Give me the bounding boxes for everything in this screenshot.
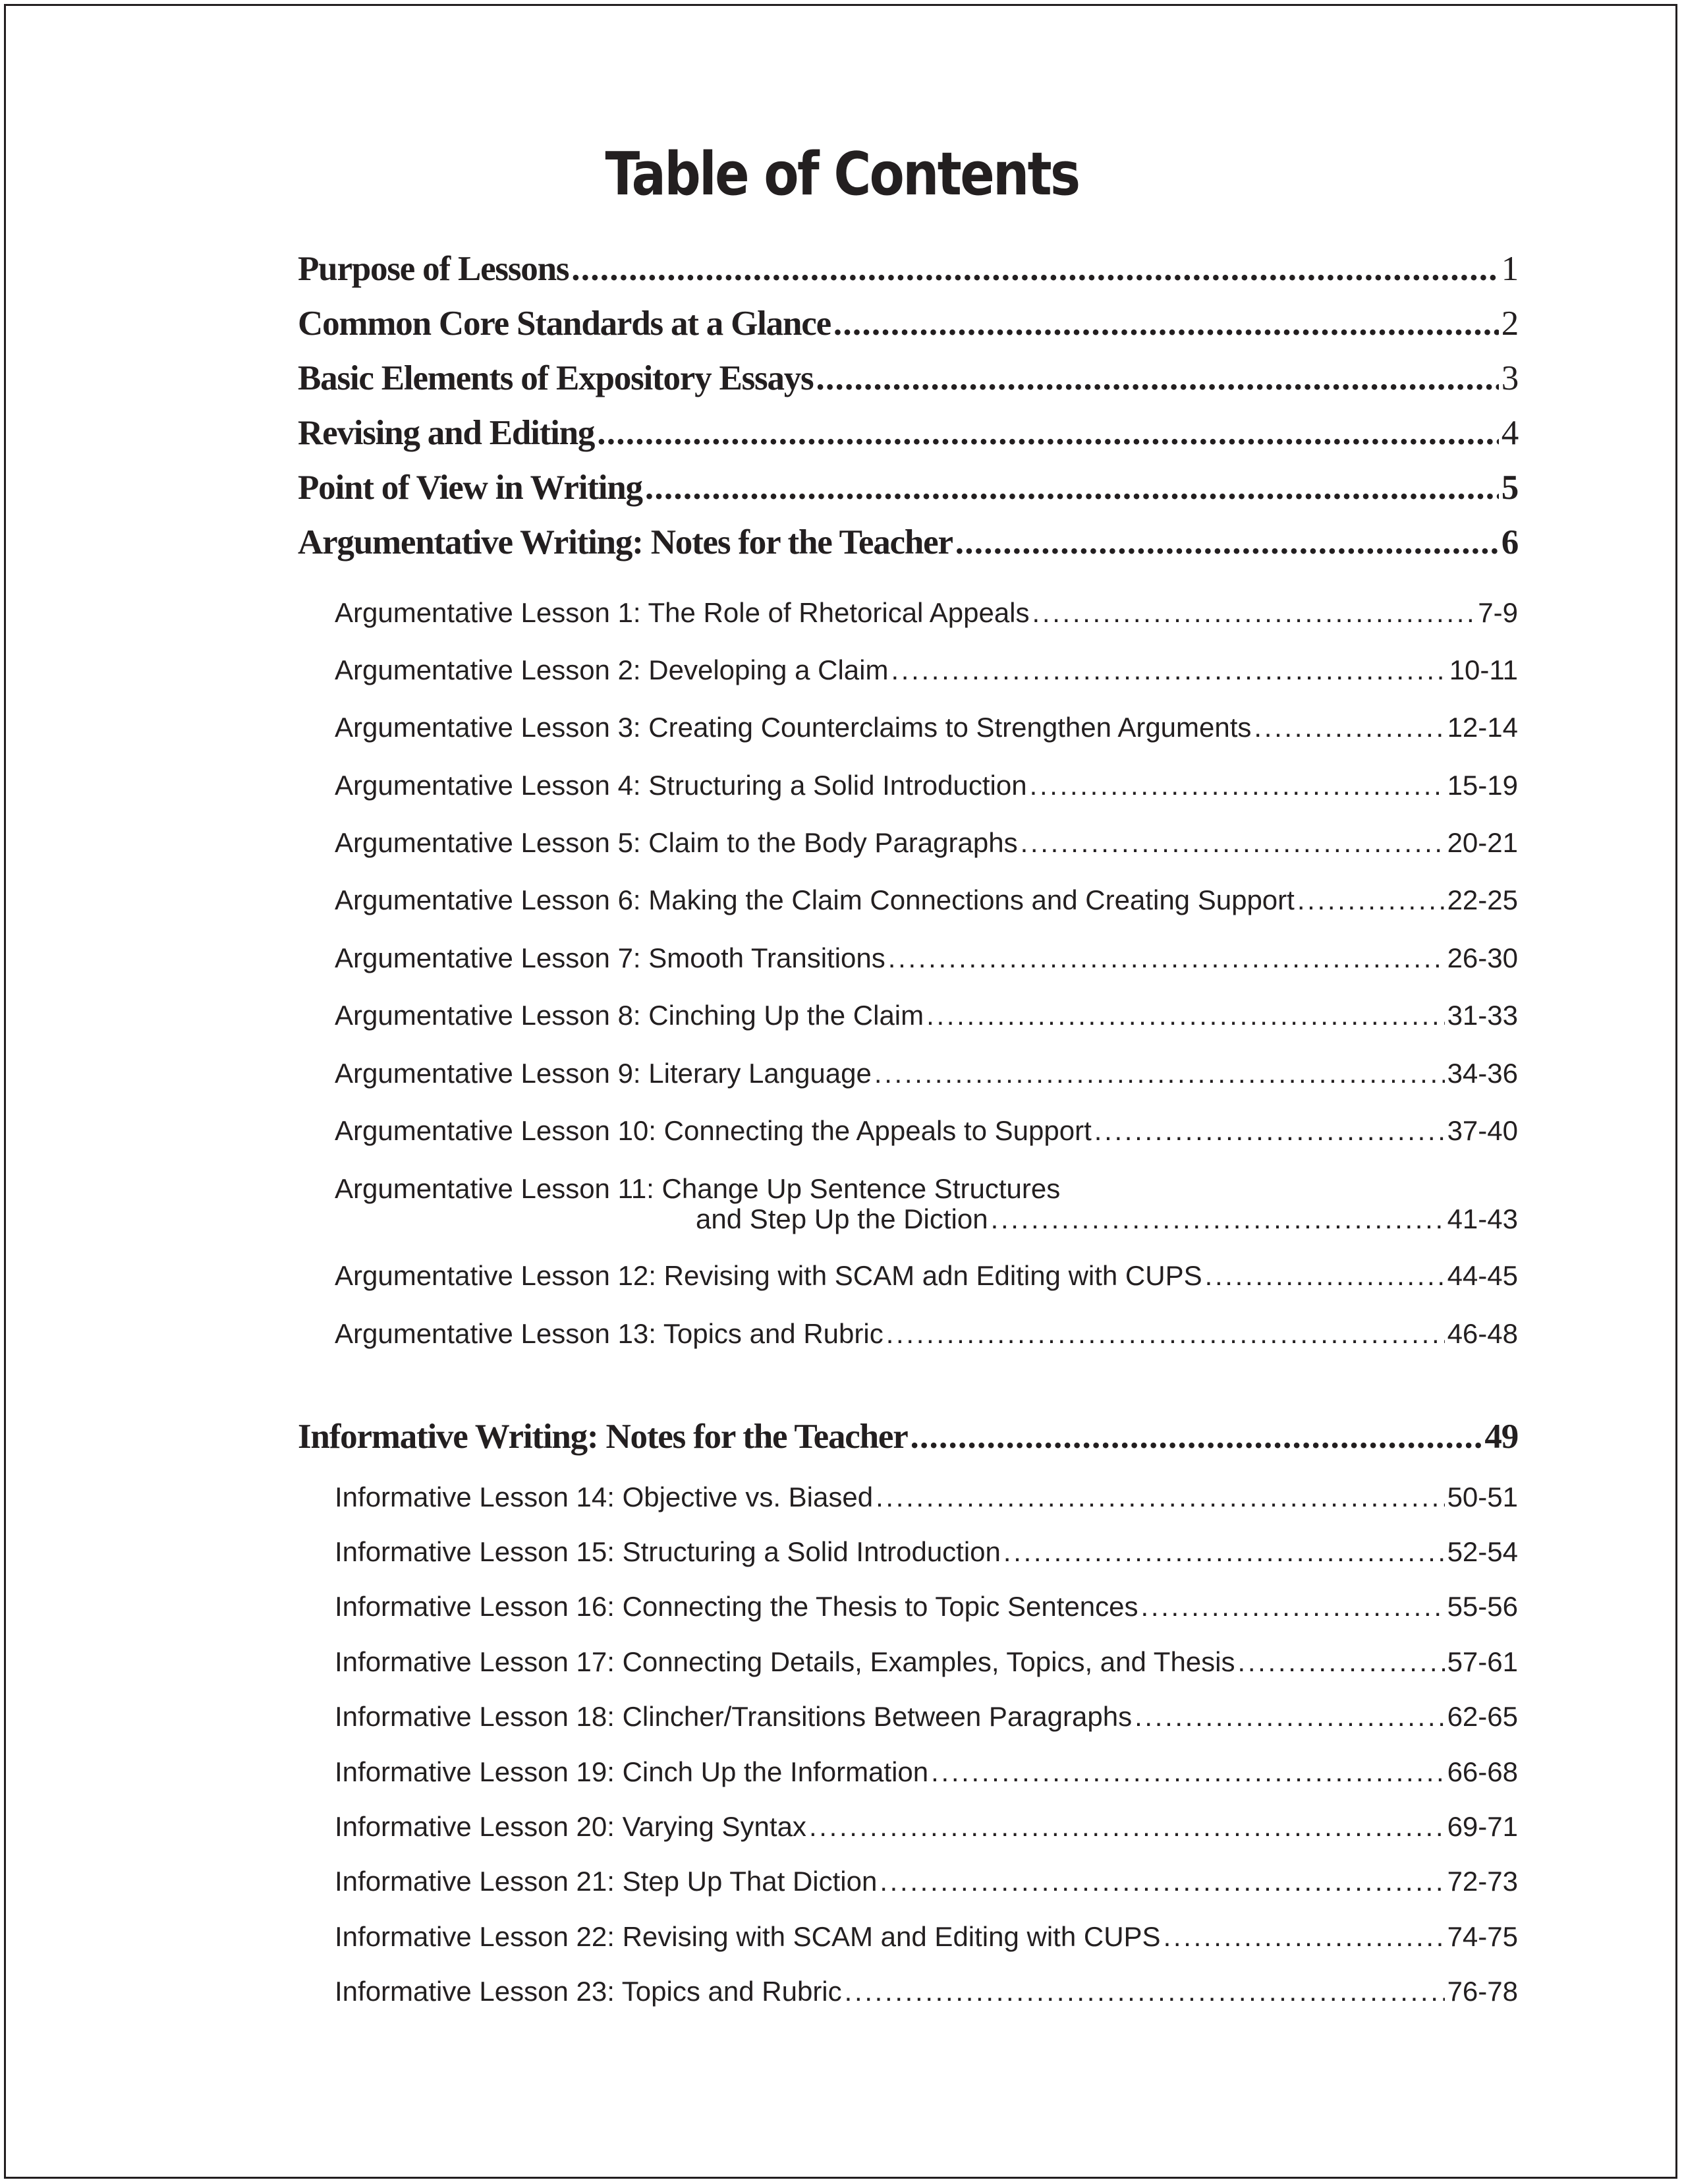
toc-entry-text: Informative Lesson 19: Cinch Up the Information [335, 1756, 929, 1787]
toc-entry-text: Informative Lesson 16: Connecting the Thesis to Topic Sentences [335, 1591, 1138, 1622]
toc-entry-text: Informative Writing: Notes for the Teacher [298, 1418, 908, 1456]
toc-lesson-argumentative-3[interactable] [335, 712, 1518, 743]
toc-lesson-argumentative-4[interactable] [335, 770, 1518, 801]
toc-entry-text: Informative Lesson 21: Step Up That Diction [335, 1866, 878, 1897]
toc-entry-text: Purpose of Lessons [298, 250, 569, 288]
toc-entry-text: Argumentative Lesson 3: Creating Counterclaims to Strengthen Arguments [335, 712, 1252, 743]
dot-leader [1164, 1921, 1445, 1953]
toc-entry-page: 46-48 [1447, 1318, 1518, 1349]
toc-entry-page: 72-73 [1447, 1866, 1518, 1897]
toc-lesson-informative-14[interactable] [335, 1481, 1518, 1513]
toc-entry-text: Revising and Editing [298, 414, 595, 452]
toc-entry-text: Argumentative Lesson 6: Making the Claim Connections and Creating Support [335, 884, 1295, 915]
toc-lesson-informative-19[interactable] [335, 1756, 1518, 1788]
toc-entry-text: Informative Lesson 14: Objective vs. Biased [335, 1481, 874, 1512]
toc-entry-basic-elements[interactable] [298, 359, 1518, 398]
toc-lesson-argumentative-9[interactable] [335, 1058, 1518, 1089]
toc-entry-page: 69-71 [1447, 1811, 1518, 1842]
dot-leader [1032, 597, 1476, 629]
toc-entry-page: 2 [1501, 304, 1518, 343]
dot-leader [571, 249, 1498, 289]
toc-lesson-argumentative-5[interactable] [335, 827, 1518, 859]
dot-leader [845, 1976, 1445, 2007]
toc-entry-text: Informative Lesson 18: Clincher/Transitions Between Paragraphs [335, 1701, 1133, 1732]
dot-leader [926, 1000, 1444, 1031]
toc-entry-text: Informative Lesson 15: Structuring a Solid Introduction [335, 1536, 1001, 1567]
toc-entry-text: Informative Lesson 22: Revising with SCAM and Editing with CUPS [335, 1921, 1161, 1952]
toc-entry-common-core-standards[interactable] [298, 304, 1518, 343]
toc-entry-page: 57-61 [1447, 1646, 1518, 1677]
toc-entry-page: 4 [1501, 414, 1518, 452]
toc-entry-text: and Step Up the Diction [696, 1203, 988, 1234]
toc-lesson-informative-21[interactable] [335, 1866, 1518, 1897]
toc-lesson-informative-23[interactable] [335, 1976, 1518, 2007]
toc-entry-argumentative-notes[interactable] [298, 523, 1518, 562]
dot-leader [645, 468, 1499, 507]
toc-entry-page: 41-43 [1447, 1203, 1518, 1234]
toc-entry-text: Argumentative Writing: Notes for the Teacher [298, 523, 953, 561]
toc-entry-page: 55-56 [1447, 1591, 1518, 1622]
dot-leader [1238, 1646, 1445, 1678]
toc-entry-page: 62-65 [1447, 1701, 1518, 1732]
toc-entry-page: 44-45 [1447, 1260, 1518, 1291]
toc-entry-text: Argumentative Lesson 1: The Role of Rhetorical Appeals [335, 597, 1030, 628]
page-title: Table of Contents [605, 140, 1079, 209]
toc-entry-point-of-view[interactable] [298, 468, 1518, 507]
dot-leader [816, 359, 1498, 398]
toc-entry-text: Common Core Standards at a Glance [298, 304, 831, 343]
dot-leader [876, 1481, 1445, 1513]
toc-entry-text: Argumentative Lesson 2: Developing a Claim [335, 654, 889, 685]
toc-entry-purpose-of-lessons[interactable] [298, 249, 1518, 289]
toc-entry-text: Argumentative Lesson 8: Cinching Up the Claim [335, 1000, 924, 1031]
dot-leader [1135, 1701, 1445, 1733]
toc-entry-page: 34-36 [1447, 1058, 1518, 1089]
toc-entry-page: 66-68 [1447, 1756, 1518, 1787]
toc-entry-text: Informative Lesson 17: Connecting Details, Examples, Topics, and Thesis [335, 1646, 1235, 1677]
dot-leader [1030, 770, 1445, 801]
dot-leader [874, 1058, 1445, 1089]
toc-entry-page: 74-75 [1447, 1921, 1518, 1952]
dot-leader [1003, 1536, 1445, 1568]
toc-entry-text: Argumentative Lesson 5: Claim to the Body Paragraphs [335, 827, 1018, 858]
toc-entry-text: Argumentative Lesson 4: Structuring a Solid Introduction [335, 770, 1027, 801]
dot-leader [1141, 1591, 1445, 1623]
dot-leader [1205, 1260, 1445, 1292]
toc-entry-page: 5 [1501, 469, 1518, 507]
toc-entry-page: 7-9 [1478, 597, 1518, 628]
toc-lesson-argumentative-11-line1[interactable]: Argumentative Lesson 11: Change Up Sentence Structures [335, 1173, 1061, 1204]
toc-entry-text: Argumentative Lesson 13: Topics and Rubric [335, 1318, 884, 1349]
toc-lesson-argumentative-1[interactable] [335, 597, 1518, 629]
toc-entry-page: 52-54 [1447, 1536, 1518, 1567]
toc-entry-text: Point of View in Writing [298, 469, 642, 507]
dot-leader [809, 1811, 1445, 1843]
toc-lesson-informative-20[interactable] [335, 1811, 1518, 1843]
toc-lesson-argumentative-6[interactable] [335, 884, 1518, 916]
dot-leader [955, 523, 1499, 562]
dot-leader [911, 1417, 1482, 1456]
toc-entry-text: Argumentative Lesson 7: Smooth Transitions [335, 942, 885, 973]
toc-entry-page: 50-51 [1447, 1481, 1518, 1512]
dot-leader [891, 654, 1446, 686]
toc-lesson-argumentative-2[interactable] [335, 654, 1518, 686]
toc-lesson-argumentative-7[interactable] [335, 942, 1518, 974]
dot-leader [991, 1203, 1445, 1235]
toc-lesson-argumentative-13[interactable] [335, 1318, 1518, 1350]
toc-lesson-informative-22[interactable] [335, 1921, 1518, 1953]
toc-entry-page: 76-78 [1447, 1976, 1518, 2007]
toc-entry-page: 10-11 [1449, 654, 1518, 685]
dot-leader [1297, 884, 1445, 916]
dot-leader [880, 1866, 1444, 1897]
dot-leader [931, 1756, 1444, 1788]
dot-leader [597, 413, 1498, 453]
toc-entry-text: Informative Lesson 20: Varying Syntax [335, 1811, 806, 1842]
toc-lesson-informative-17[interactable] [335, 1646, 1518, 1678]
toc-entry-page: 15-19 [1447, 770, 1518, 801]
toc-lesson-argumentative-8[interactable] [335, 1000, 1518, 1031]
toc-entry-page: 49 [1484, 1418, 1518, 1456]
toc-entry-page: 1 [1501, 250, 1518, 288]
toc-entry-text: Informative Lesson 23: Topics and Rubric [335, 1976, 842, 2007]
toc-entry-page: 12-14 [1447, 712, 1518, 743]
toc-lesson-informative-16[interactable] [335, 1591, 1518, 1623]
toc-entry-revising-and-editing[interactable] [298, 413, 1518, 453]
toc-lesson-informative-18[interactable] [335, 1701, 1518, 1733]
toc-entry-page: 6 [1501, 523, 1518, 561]
toc-entry-text: Basic Elements of Expository Essays [298, 359, 814, 397]
toc-entry-text: Argumentative Lesson 9: Literary Language [335, 1058, 872, 1089]
toc-entry-text: Argumentative Lesson 12: Revising with SCAM adn Editing with CUPS [335, 1260, 1202, 1291]
toc-entry-informative-notes[interactable] [298, 1417, 1518, 1456]
toc-entry-page: 37-40 [1447, 1115, 1518, 1146]
toc-entry-page: 20-21 [1447, 827, 1518, 858]
dot-leader [1094, 1115, 1445, 1147]
toc-entry-page: 3 [1501, 359, 1518, 397]
dot-leader [886, 1318, 1445, 1350]
dot-leader [888, 942, 1445, 974]
toc-entry-page: 26-30 [1447, 942, 1518, 973]
dot-leader [833, 304, 1499, 343]
toc-lesson-argumentative-11-line2[interactable] [696, 1203, 1518, 1235]
dot-leader [1254, 712, 1444, 743]
toc-lesson-argumentative-12[interactable] [335, 1260, 1518, 1292]
toc-lesson-informative-15[interactable] [335, 1536, 1518, 1568]
toc-entry-page: 31-33 [1447, 1000, 1518, 1031]
toc-lesson-argumentative-10[interactable] [335, 1115, 1518, 1147]
toc-entry-page: 22-25 [1447, 884, 1518, 915]
toc-entry-text: Argumentative Lesson 10: Connecting the Appeals to Support [335, 1115, 1092, 1146]
dot-leader [1021, 827, 1445, 859]
